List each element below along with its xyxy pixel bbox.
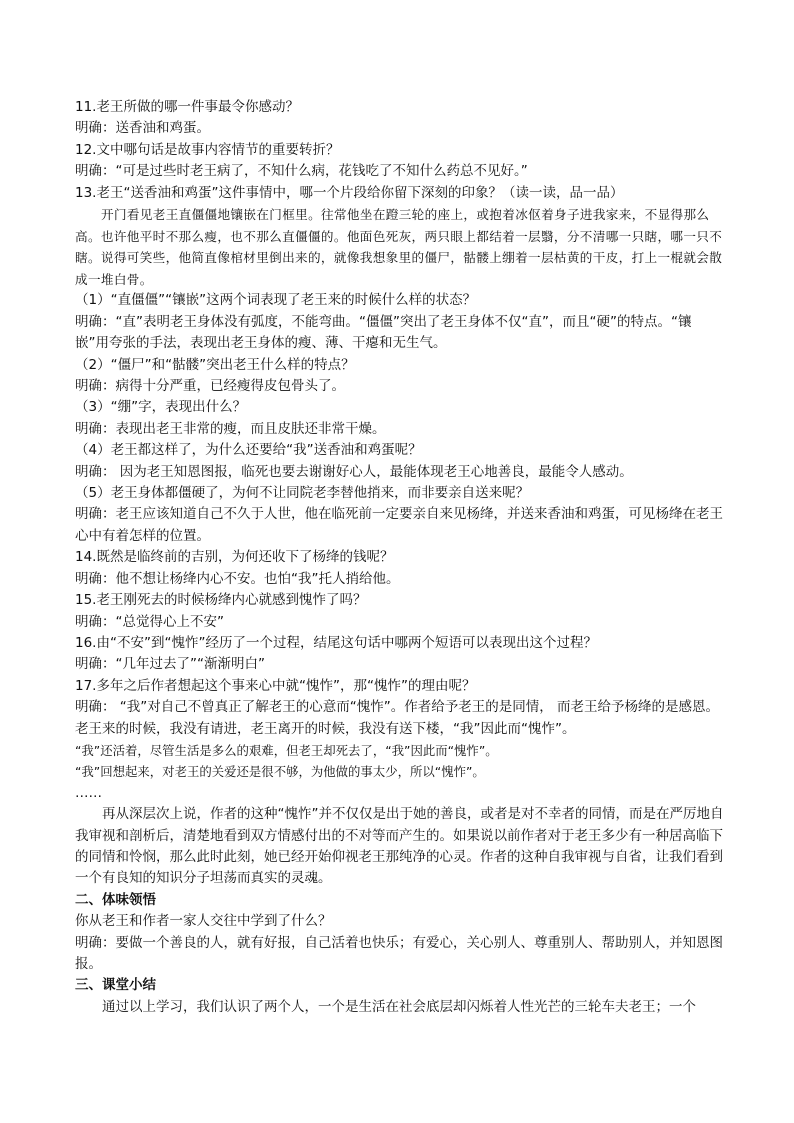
question-15: 15.老王刚死去的时候杨绛内心就感到愧怍了吗？ xyxy=(75,592,367,609)
quoted-passage: 开门看见老王直僵僵地镶嵌在门框里。往常他坐在蹬三轮的座上，或抱着冰伛着身子进我家来，不显得那么高。也许他平时不那么瘦，也不那么直僵僵的。他面色死灰，两只眼上都结着一层翳，分不清哪一只瞎，哪一只不瞎。说得可笑些，他简直像棺材里倒出来的，就像我想象里的僵尸，骷髅上绷着一层枯黄的干皮，打上一棍就会散成一堆白骨。 xyxy=(75,207,723,287)
question-13: 13.老王“送香油和鸡蛋”这件事情中，哪一个片段给你留下深刻的印象？（读一读，品一品） xyxy=(75,184,624,201)
reason-1: 老王来的时候，我没有请进，老王离开的时候，我没有送下楼，“我”因此而“愧怍”。 xyxy=(75,720,576,737)
reason-2: “我”还活着，尽管生活是多么的艰难，但老王却死去了，“我”因此而“愧怍”。 xyxy=(75,742,498,758)
reason-3: “我”回想起来，对老王的关爱还是很不够，为他做的事太少，所以“愧怍”。 xyxy=(75,764,485,780)
answer-16: 明确：“几年过去了”“渐渐明白” xyxy=(75,656,265,673)
answer-13-1: 明确：“直”表明老王身体没有弧度，不能弯曲。“僵僵”突出了老王身体不仅“直”，而且“硬”的特点。“镶嵌”用夸张的手法，表现出老王身体的瘦、薄、干瘪和无生气。 xyxy=(75,313,692,352)
question-learn: 你从老王和作者一家人交往中学到了什么？ xyxy=(75,913,332,930)
question-13-4: （4）老王都这样了，为什么还要给“我”送香油和鸡蛋呢？ xyxy=(75,442,422,459)
section-heading-2: 二、体味领悟 xyxy=(75,891,156,908)
summary-paragraph: 通过以上学习，我们认识了两个人，一个是生活在社会底层却闪烁着人性光芒的三轮车夫老王；一个 xyxy=(102,998,696,1015)
question-11: 11.老王所做的哪一件事最令你感动？ xyxy=(75,99,299,115)
question-13-5: （5）老王身体都僵硬了，为何不让同院老李替他捎来，而非要亲自送来呢？ xyxy=(75,485,530,502)
document-page xyxy=(75,97,725,1018)
ellipsis: …… xyxy=(75,784,102,801)
answer-13-4: 明确： 因为老王知恩图报，临死也要去谢谢好心人，最能体现老王心地善良，最能令人感动。 xyxy=(75,463,633,480)
question-13-3: （3）“绷”字，表现出什么？ xyxy=(75,399,247,416)
answer-11: 明确：送香油和鸡蛋。 xyxy=(75,120,210,137)
question-13-2: （2）“僵尸”和“骷髅”突出老王什么样的特点？ xyxy=(75,356,355,373)
answer-13-3: 明确：表现出老王非常的瘦，而且皮肤还非常干燥。 xyxy=(75,420,386,437)
answer-learn: 明确：要做一个善良的人，就有好报，自己活着也快乐；有爱心，关心别人、尊重别人、帮助别人，并知恩图报。 xyxy=(75,934,723,972)
question-12: 12.文中哪句话是故事内容情节的重要转折？ xyxy=(75,141,340,158)
answer-12: 明确：“可是过些时老王病了，不知什么病，花钱吃了不知什么药总不见好。” xyxy=(75,163,528,180)
question-17: 17.多年之后作者想起这个事来心中就“愧怍”，那“愧怍”的理由呢？ xyxy=(75,677,476,694)
answer-13-5: 明确：老王应该知道自己不久于人世，他在临死前一定要亲自来见杨绛，并送来香油和鸡蛋，可见杨绛在老王心中有着怎样的位置。 xyxy=(75,506,723,544)
answer-15: 明确：“总觉得心上不安” xyxy=(75,613,224,630)
answer-17: 明确： “我”对自己不曾真正了解老王的心意而“愧怍”。作者给予老王的是同情， 而老王给予杨绛的是感恩。 xyxy=(75,699,720,716)
section-heading-3: 三、课堂小结 xyxy=(75,977,156,994)
answer-14: 明确：他不想让杨绛内心不安。也怕“我”托人捎给他。 xyxy=(75,570,400,587)
question-13-1: （1）“直僵僵”“镶嵌”这两个词表现了老王来的时候什么样的状态？ xyxy=(75,292,477,309)
question-16: 16.由“不安”到“愧怍”经历了一个过程，结尾这句话中哪两个短语可以表现出这个过程？ xyxy=(75,634,597,651)
analysis-paragraph: 再从深层次上说，作者的这种“愧怍”并不仅仅是出于她的善良，或者是对不幸者的同情，而是在严厉地自我审视和剖析后，清楚地看到双方情感付出的不对等而产生的。如果说以前作者对于老王多少有一种居高临下的同情和怜悯，那么此时此刻，她已经开始仰视老王那纯净的心灵。作者的这种自我审视与自省，让我们看到一个有良知的知识分子坦荡而真实的灵魂。 xyxy=(75,806,724,887)
answer-13-2: 明确：病得十分严重，已经瘦得皮包骨头了。 xyxy=(75,378,345,395)
question-14: 14.既然是临终前的吉别，为何还收下了杨绛的钱呢？ xyxy=(75,549,394,566)
